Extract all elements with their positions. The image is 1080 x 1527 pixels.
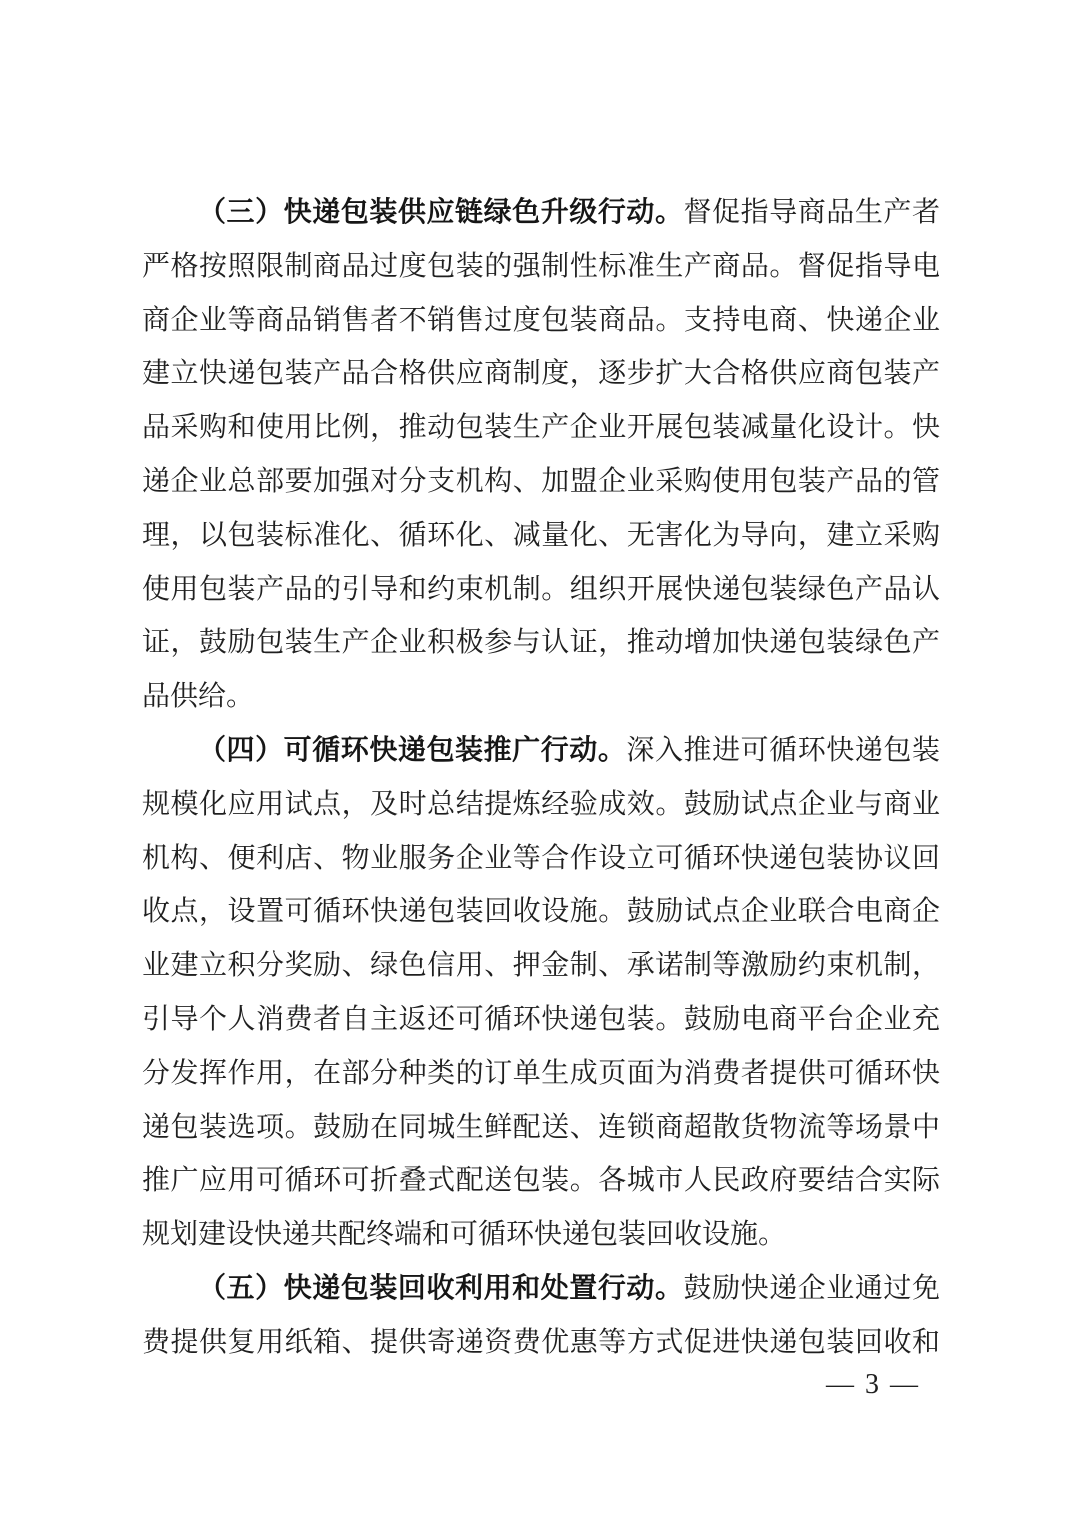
page-number: — 3 — [826, 1369, 920, 1400]
line-text: 督促指导商品生产者 [683, 197, 940, 228]
line-text: 使用包装产品的引导和约束机制。组织开展快递包装绿色产品认 [142, 573, 940, 605]
text-line [142, 939, 940, 993]
line-text: 递包装选项。鼓励在同城生鲜配送、连锁商超散货物流等场景中 [142, 1111, 940, 1143]
line-text: 严格按照限制商品过度包装的强制性标准生产商品。督促指导电 [142, 250, 940, 282]
text-line [142, 1316, 940, 1370]
text-line [142, 778, 940, 832]
line-text: 建立快递包装产品合格供应商制度，逐步扩大合格供应商包装产 [142, 358, 940, 390]
line-text: 业建立积分奖励、绿色信用、押金制、承诺制等激励约束机制， [142, 950, 940, 982]
text-line [142, 1154, 940, 1208]
text-line [142, 455, 940, 509]
line-text: 推广应用可循环可折叠式配送包装。各城市人民政府要结合实际 [142, 1165, 940, 1197]
document-text-block [142, 186, 940, 1370]
line-text: 深入推进可循环快递包装 [626, 734, 940, 766]
line-text: 引导个人消费者自主返还可循环快递包装。鼓励电商平台企业充 [142, 1003, 940, 1035]
line-text: 鼓励快递企业通过免 [683, 1272, 940, 1304]
line-text: 费提供复用纸箱、提供寄递资费优惠等方式促进快递包装回收和 [142, 1326, 940, 1358]
text-line [142, 186, 940, 240]
line-text: 收点，设置可循环快递包装回收设施。鼓励试点企业联合电商企 [142, 896, 940, 928]
text-line [142, 616, 940, 670]
line-text: 证，鼓励包装生产企业积极参与认证，推动增加快递包装绿色产 [142, 627, 940, 659]
line-text: 品供给。 [142, 681, 255, 713]
text-line [142, 401, 940, 455]
line-text: 商企业等商品销售者不销售过度包装商品。支持电商、快递企业 [142, 304, 940, 336]
line-text: 机构、便利店、物业服务企业等合作设立可循环快递包装协议回 [142, 842, 940, 874]
section-heading: （四）可循环快递包装推广行动。 [198, 734, 627, 766]
text-line [142, 563, 940, 617]
line-text: 规模化应用试点，及时总结提炼经验成效。鼓励试点企业与商业 [142, 788, 940, 820]
line-text: 递企业总部要加强对分支机构、加盟企业采购使用包装产品的管 [142, 465, 940, 497]
text-line [142, 240, 940, 294]
line-text: 分发挥作用，在部分种类的订单生成页面为消费者提供可循环快 [142, 1057, 940, 1089]
text-line [142, 1101, 940, 1155]
text-line [142, 885, 940, 939]
line-text: 规划建设快递共配终端和可循环快递包装回收设施。 [142, 1219, 787, 1251]
line-text: 品采购和使用比例，推动包装生产企业开展包装减量化设计。快 [142, 412, 940, 444]
line-text: 理，以包装标准化、循环化、减量化、无害化为导向，建立采购 [142, 519, 940, 551]
text-line [142, 347, 940, 401]
section-heading: （三）快递包装供应链绿色升级行动。 [198, 197, 684, 228]
text-line [142, 724, 940, 778]
text-line [142, 832, 940, 886]
section-heading: （五）快递包装回收利用和处置行动。 [198, 1272, 684, 1304]
text-line [142, 670, 940, 724]
text-line [142, 1262, 940, 1316]
text-line [142, 1047, 940, 1101]
text-line [142, 509, 940, 563]
text-line [142, 294, 940, 348]
text-line [142, 1208, 940, 1262]
text-line [142, 993, 940, 1047]
